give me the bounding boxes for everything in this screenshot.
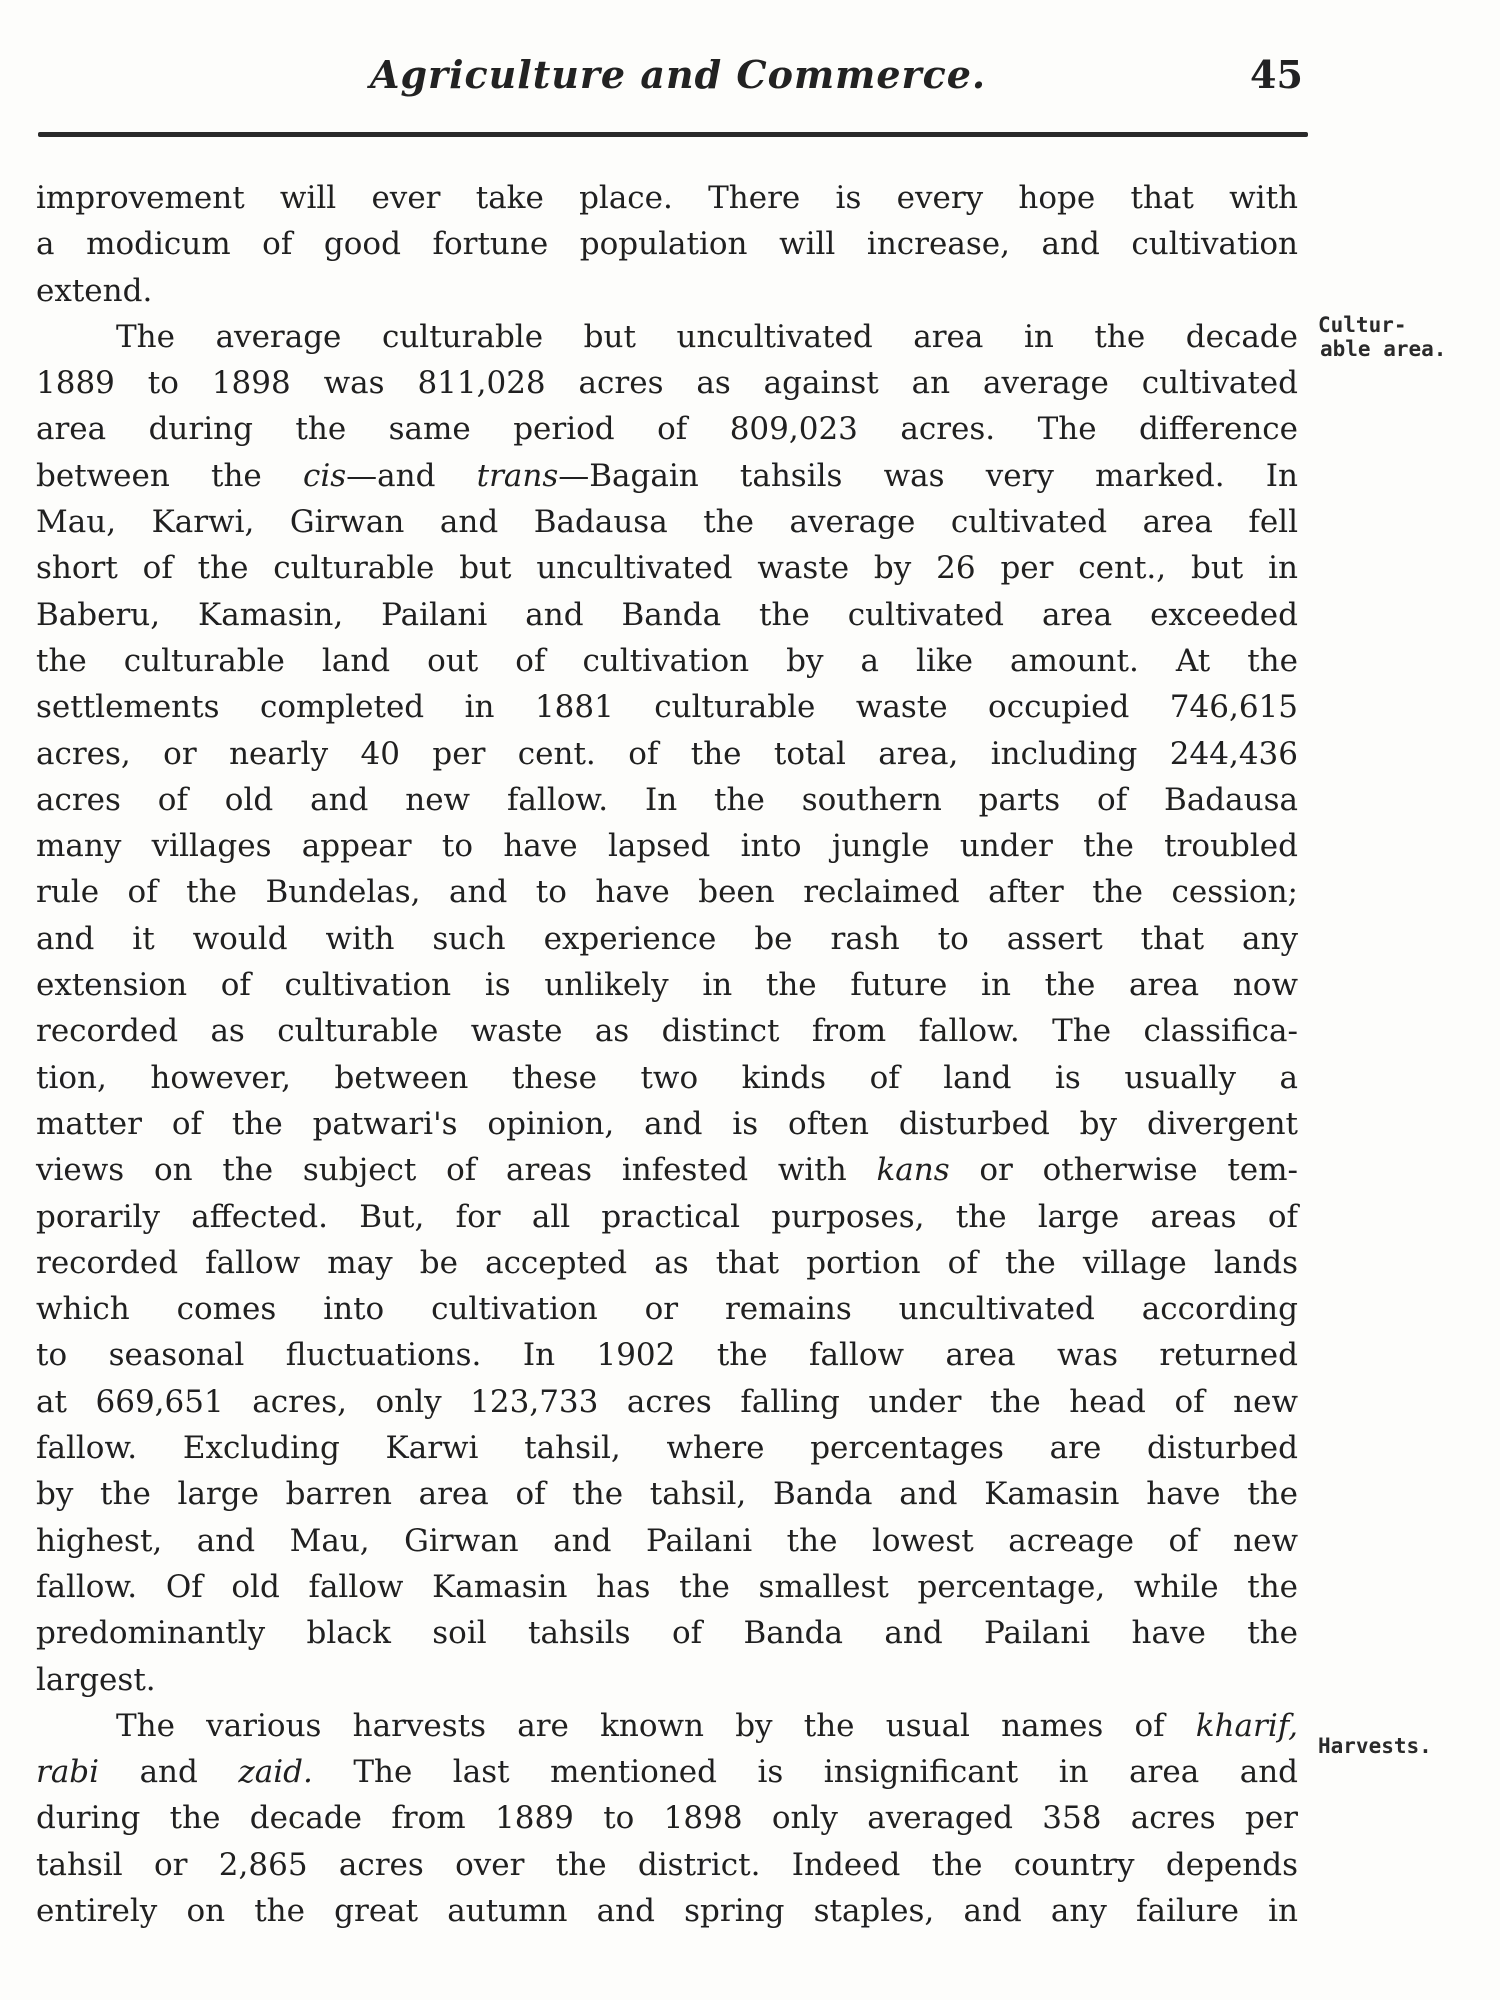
text-line: many villages appear to have lapsed into jungle under the troubled [36,828,1298,865]
text-line: and it would with such experience be rash to assert that any [36,920,1298,957]
text-line: improvement will ever take place. There is every hope that with [36,180,1298,216]
text-line: which comes into cultivation or remains uncultivated according [36,1291,1298,1328]
text-line: The various harvests are known by the usual names of kharif, [116,1707,1298,1744]
margin-note-line: able area. [1320,337,1447,361]
text-line: matter of the patwari's opinion, and is often disturbed by divergent [36,1105,1298,1142]
text-line: views on the subject of areas infested with kans or otherwise tem- [36,1152,1298,1189]
margin-note-line: Cultur- [1318,313,1407,337]
text-line: short of the culturable but uncultivated waste by 26 per cent., but in [36,550,1298,587]
text-line: The average culturable but uncultivated area in the decade [116,318,1298,355]
text-line: settlements completed in 1881 culturable waste occupied 746,615 [36,689,1298,726]
text-line: Baberu, Kamasin, Pailani and Banda the cultivated area exceeded [36,596,1298,633]
text-line: entirely on the great autumn and spring staples, and any failure in [36,1892,1298,1929]
text-line: highest, and Mau, Girwan and Pailani the lowest acreage of new [36,1522,1298,1559]
text-line: porarily affected. But, for all practical purposes, the large areas of [36,1198,1298,1235]
text-line: rabi and zaid. The last mentioned is insignificant in area and [36,1754,1298,1791]
text-line: area during the same period of 809,023 acres. The difference [36,411,1298,448]
text-line: tahsil or 2,865 acres over the district. Indeed the country depends [36,1846,1298,1883]
text-line: tion, however, between these two kinds of land is usually a [36,1059,1298,1096]
header-rule [38,132,1308,137]
text-line: extend. [36,272,153,309]
running-title: Agriculture and Commerce. [370,52,987,97]
text-line: to seasonal fluctuations. In 1902 the fallow area was returned [36,1337,1298,1374]
text-line: rule of the Bundelas, and to have been reclaimed after the cession; [36,874,1298,911]
page-number: 45 [1250,52,1303,97]
text-line: predominantly black soil tahsils of Banda and Pailani have the [36,1615,1298,1652]
text-line: by the large barren area of the tahsil, Banda and Kamasin have the [36,1476,1298,1513]
text-line: between the cis—and trans—Bagain tahsils was very marked. In [36,457,1298,494]
text-line: extension of cultivation is unlikely in the future in the area now [36,967,1298,1004]
text-line: recorded as culturable waste as distinct from fallow. The classifica- [36,1013,1298,1050]
margin-note-culturable-area [1318,313,1446,361]
text-line: acres of old and new fallow. In the southern parts of Badausa [36,781,1298,818]
text-line: 1889 to 1898 was 811,028 acres as against an average cultivated [36,365,1298,402]
text-line: fallow. Excluding Karwi tahsil, where percentages are disturbed [36,1430,1298,1467]
text-line: acres, or nearly 40 per cent. of the total area, including 244,436 [36,735,1298,772]
paragraph-harvests [36,1703,1298,1934]
body-text [36,175,1298,1934]
text-line: a modicum of good fortune population will increase, and cultivation [36,226,1298,263]
text-line: fallow. Of old fallow Kamasin has the smallest percentage, while the [36,1568,1298,1605]
margin-note-harvests: Harvests. [1318,1734,1432,1758]
text-line: during the decade from 1889 to 1898 only averaged 358 acres per [36,1800,1298,1837]
text-line: largest. [36,1661,156,1698]
paragraph-continuation [36,175,1298,314]
text-line: recorded fallow may be accepted as that portion of the village lands [36,1244,1298,1281]
text-line: at 669,651 acres, only 123,733 acres falling under the head of new [36,1383,1298,1420]
paragraph-culturable-area [36,314,1298,1703]
text-line: Mau, Karwi, Girwan and Badausa the average cultivated area fell [36,504,1298,541]
text-line: the culturable land out of cultivation by a like amount. At the [36,642,1298,679]
